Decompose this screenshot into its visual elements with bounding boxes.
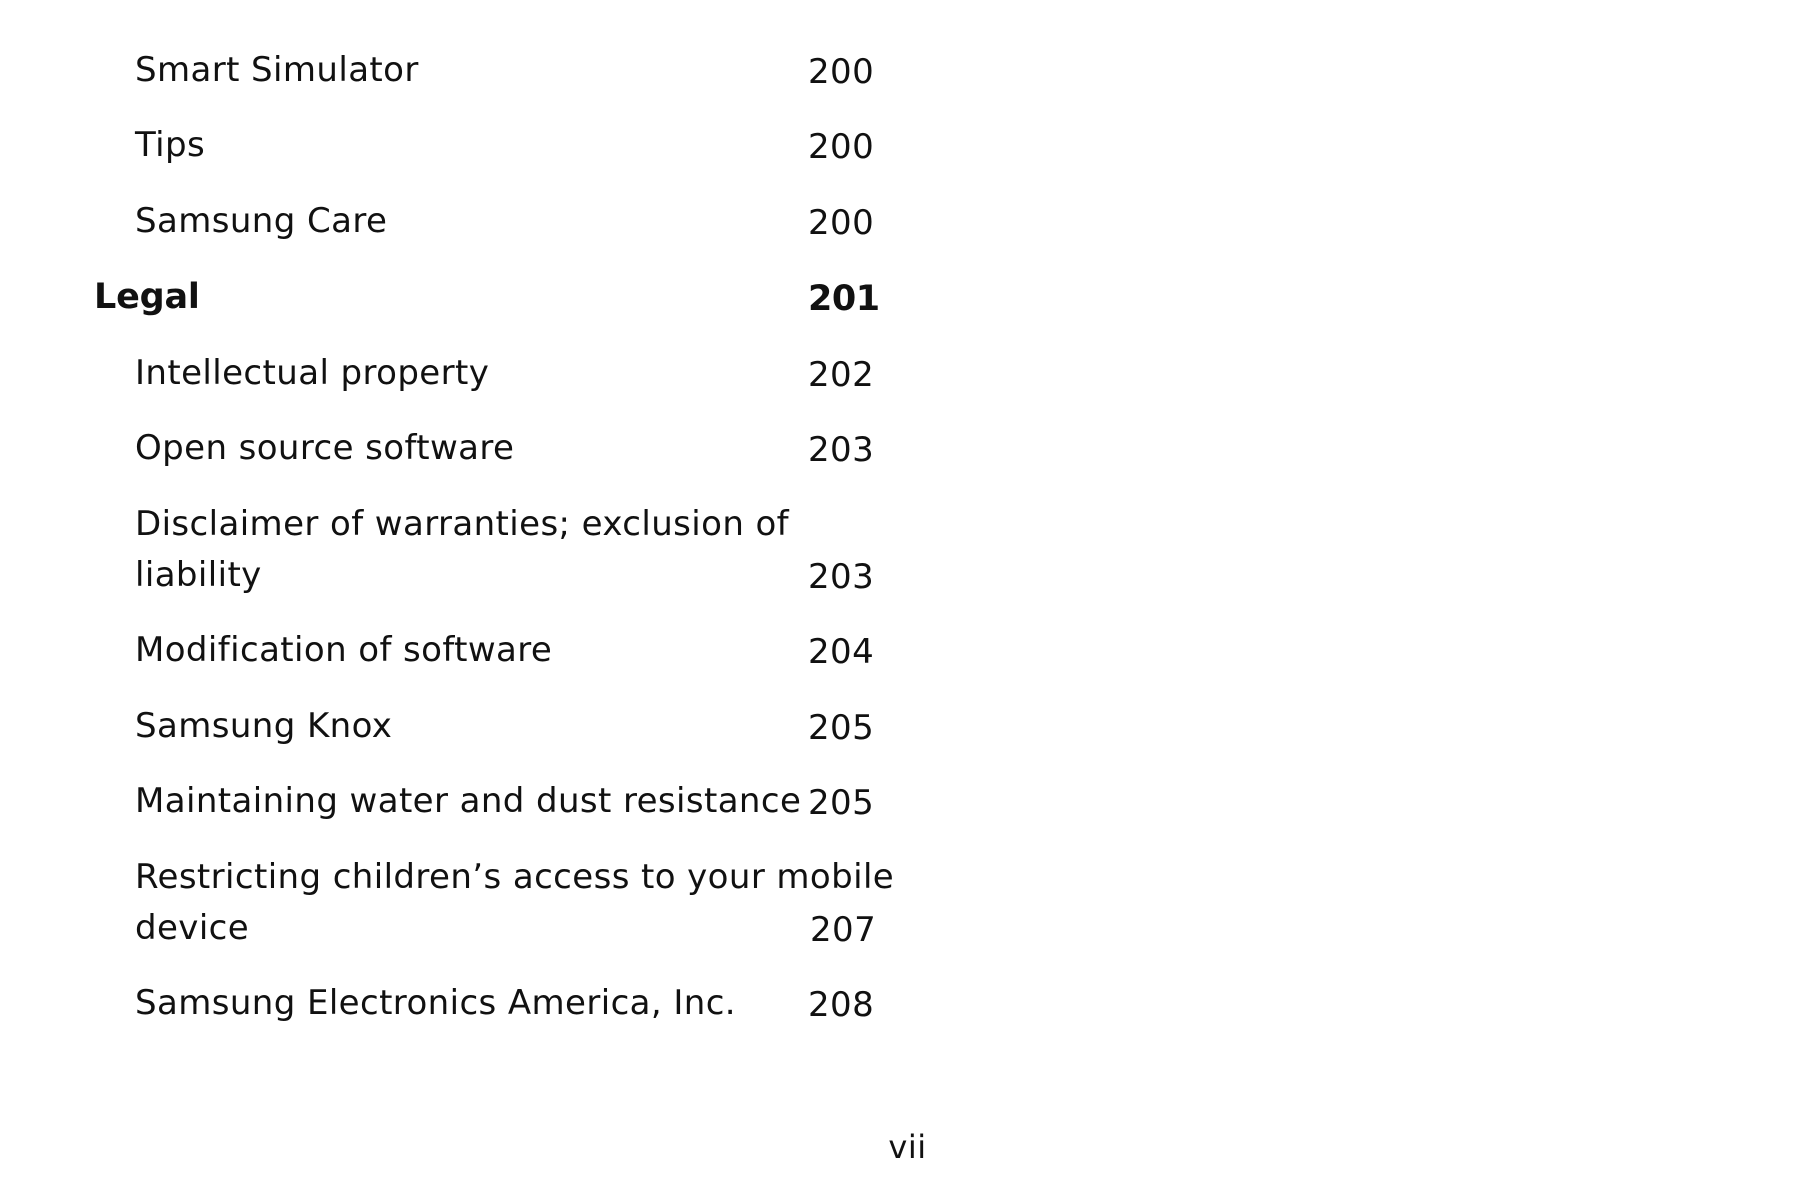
page-number: vii <box>888 1128 927 1166</box>
toc-entry-title: Smart Simulator <box>135 50 419 90</box>
toc-entry-title: Tips <box>135 125 206 165</box>
toc-entry-page: 205 <box>808 708 875 748</box>
toc-entry-page: 200 <box>808 52 875 92</box>
toc-entry-title: Samsung Knox <box>135 706 393 746</box>
toc-entry-page: 200 <box>808 203 875 243</box>
toc-entry-title-line-1: Disclaimer of warranties; exclusion of <box>135 504 790 544</box>
toc-entry-title-line-2: device <box>135 908 250 948</box>
toc-entry-page: 208 <box>808 985 875 1025</box>
toc-entry-title-line-1: Restricting children’s access to your mobile <box>135 857 895 897</box>
toc-entry-title-line-2: liability <box>135 555 262 595</box>
toc-entry-page: 204 <box>808 632 875 672</box>
toc-entry-title: Samsung Care <box>135 201 388 241</box>
toc-entry-page: 203 <box>808 430 875 470</box>
toc-section-page: 201 <box>808 279 880 319</box>
toc-entry-title: Modification of software <box>135 630 553 670</box>
toc-section-title: Legal <box>94 277 200 317</box>
toc-entry-page: 200 <box>808 127 875 167</box>
toc-entry-page: 203 <box>808 557 875 597</box>
toc-entry-page: 205 <box>808 783 875 823</box>
toc-entry-title: Open source software <box>135 428 515 468</box>
toc-entry-title: Intellectual property <box>135 353 490 393</box>
toc-entry-page: 207 <box>810 910 877 950</box>
toc-entry-page: 202 <box>808 355 875 395</box>
toc-entry-title: Maintaining water and dust resistance <box>135 781 802 821</box>
toc-entry-title: Samsung Electronics America, Inc. <box>135 983 736 1023</box>
